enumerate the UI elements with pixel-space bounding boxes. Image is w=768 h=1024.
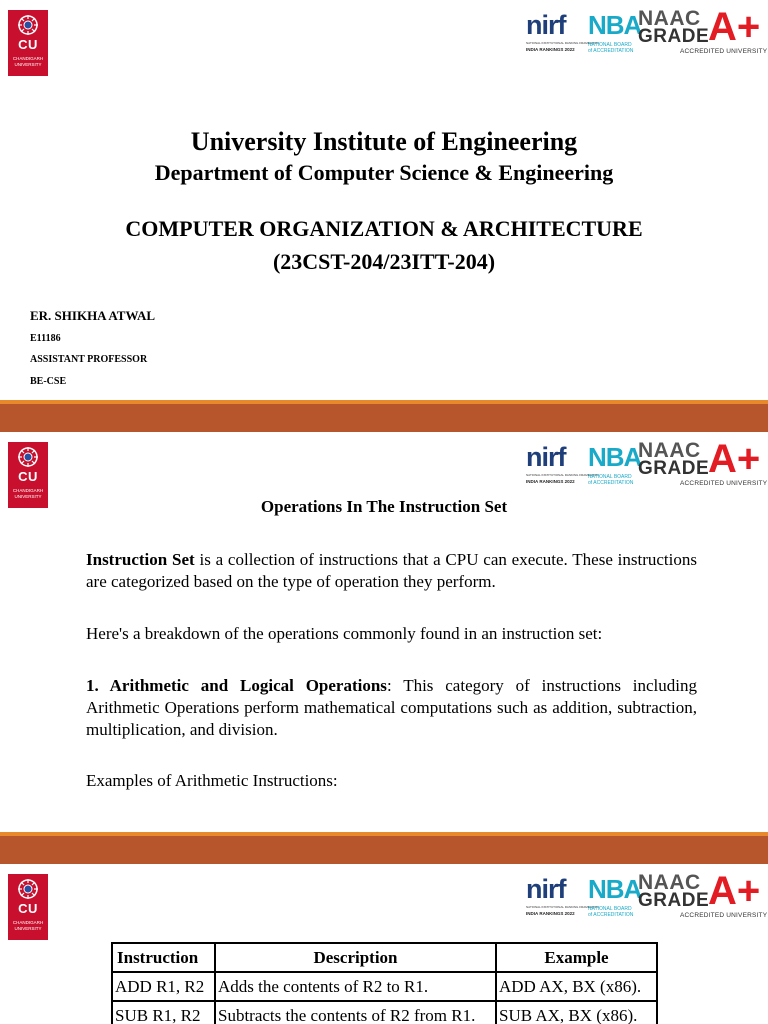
nirf-tagline: NATIONAL INSTITUTIONAL RANKING FRAMEWORK xyxy=(526,905,600,909)
cu-emblem-icon xyxy=(17,14,39,36)
slide-divider-band xyxy=(0,400,768,432)
cell-instruction: SUB R1, R2 xyxy=(112,1001,215,1024)
cell-example: SUB AX, BX (x86). xyxy=(496,1001,657,1024)
table-row xyxy=(112,1001,657,1024)
naac-logo-text: NAAC xyxy=(638,7,701,30)
cell-example: ADD AX, BX (x86). xyxy=(496,972,657,1001)
breakdown-paragraph: Here's a breakdown of the operations commonly found in an instruction set: xyxy=(86,624,603,643)
cu-logo-subtext: CHANDIGARH UNIVERSITY xyxy=(12,920,44,931)
header-example: Example xyxy=(496,943,657,972)
institute-title: University Institute of Engineering xyxy=(190,127,578,156)
nirf-tagline: NATIONAL INSTITUTIONAL RANKING FRAMEWORK xyxy=(526,473,600,477)
slide-heading: Operations In The Instruction Set xyxy=(260,497,508,516)
cu-emblem-icon xyxy=(17,878,39,900)
nba-logo xyxy=(588,874,642,922)
cu-logo-text: CU xyxy=(18,37,38,52)
naac-logo-text: NAAC xyxy=(638,871,701,894)
intro-bold-term: Instruction Set xyxy=(86,550,195,569)
cu-logo xyxy=(8,874,48,940)
naac-grade-text: GRADE xyxy=(638,890,710,911)
naac-logo-text: NAAC xyxy=(638,439,701,462)
nba-logo xyxy=(588,442,642,490)
nba-logo-text: NBA xyxy=(588,442,642,472)
faculty-name: ER. SHIKHA ATWAL xyxy=(30,308,156,323)
cu-logo-subtext: CHANDIGARH UNIVERSITY xyxy=(12,56,44,67)
nba-logo-text: NBA xyxy=(588,10,642,40)
nirf-logo-text: nirf xyxy=(526,10,566,40)
slide-operations xyxy=(0,432,768,832)
table-row xyxy=(112,972,657,1001)
accreditation-logos xyxy=(524,437,768,490)
nirf-logo xyxy=(524,874,600,922)
table-header-row xyxy=(112,943,657,972)
nirf-logo xyxy=(524,442,600,490)
department-title: Department of Computer Science & Engineering xyxy=(154,160,614,185)
nirf-subtext: INDIA RANKINGS 2022 xyxy=(526,479,575,484)
nirf-logo xyxy=(524,10,600,58)
naac-aplus-text: A+ xyxy=(708,437,761,481)
faculty-designation: ASSISTANT PROFESSOR xyxy=(30,354,148,365)
nba-logo xyxy=(588,10,642,58)
nirf-tagline: NATIONAL INSTITUTIONAL RANKING FRAMEWORK xyxy=(526,41,600,45)
arithmetic-heading: 1. Arithmetic and Logical Operations xyxy=(86,676,387,695)
intro-paragraph xyxy=(86,549,697,593)
faculty-id: E11186 xyxy=(30,333,61,344)
header-instruction: Instruction xyxy=(112,943,215,972)
slide-title xyxy=(0,0,768,400)
accreditation-logos xyxy=(524,5,768,58)
cu-logo-text: CU xyxy=(18,901,38,916)
nba-subtext: NATIONAL BOARD of ACCREDITATION xyxy=(588,906,634,918)
nirf-logo-text: nirf xyxy=(526,442,566,472)
nba-subtext: NATIONAL BOARD of ACCREDITATION xyxy=(588,474,634,486)
naac-grade-text: GRADE xyxy=(638,458,710,479)
slide-arithmetic-table xyxy=(0,864,768,1024)
intro-text: is a collection of instructions that a CPU can execute. These instructions are categorized based on the type of operation they perform. xyxy=(86,550,697,591)
cu-emblem-icon xyxy=(17,446,39,468)
naac-subtext: ACCREDITED UNIVERSITY xyxy=(680,480,768,487)
examples-paragraph: Examples of Arithmetic Instructions: xyxy=(86,771,338,790)
nba-subtext: NATIONAL BOARD of ACCREDITATION xyxy=(588,42,634,54)
nirf-logo-text: nirf xyxy=(526,874,566,904)
naac-logo xyxy=(638,869,768,922)
cell-description: Adds the contents of R2 to R1. xyxy=(215,972,496,1001)
course-title: COMPUTER ORGANIZATION & ARCHITECTURE xyxy=(125,216,643,241)
cell-description: Subtracts the contents of R2 from R1. xyxy=(215,1001,496,1024)
slide-divider-band xyxy=(0,832,768,864)
naac-aplus-text: A+ xyxy=(708,869,761,913)
cu-logo xyxy=(8,10,48,76)
naac-subtext: ACCREDITED UNIVERSITY xyxy=(680,48,768,55)
naac-aplus-text: A+ xyxy=(708,5,761,49)
naac-logo xyxy=(638,5,768,58)
course-code: (23CST-204/23ITT-204) xyxy=(272,249,496,274)
nirf-subtext: INDIA RANKINGS 2022 xyxy=(526,47,575,52)
arithmetic-instructions-table xyxy=(111,942,658,1024)
cell-instruction: ADD R1, R2 xyxy=(112,972,215,1001)
header-description: Description xyxy=(215,943,496,972)
naac-subtext: ACCREDITED UNIVERSITY xyxy=(680,912,768,919)
nirf-subtext: INDIA RANKINGS 2022 xyxy=(526,911,575,916)
naac-logo xyxy=(638,437,768,490)
arithmetic-paragraph xyxy=(86,675,697,741)
faculty-program: BE-CSE xyxy=(30,376,67,387)
nba-logo-text: NBA xyxy=(588,874,642,904)
accreditation-logos xyxy=(524,869,768,922)
naac-grade-text: GRADE xyxy=(638,26,710,47)
arithmetic-text: : This category of instructions including Arithmetic Operations perform mathematical computations such as addition, subtraction, multiplication, and division. xyxy=(86,676,697,739)
cu-logo-text: CU xyxy=(18,469,38,484)
cu-logo-subtext: CHANDIGARH UNIVERSITY xyxy=(12,488,44,499)
